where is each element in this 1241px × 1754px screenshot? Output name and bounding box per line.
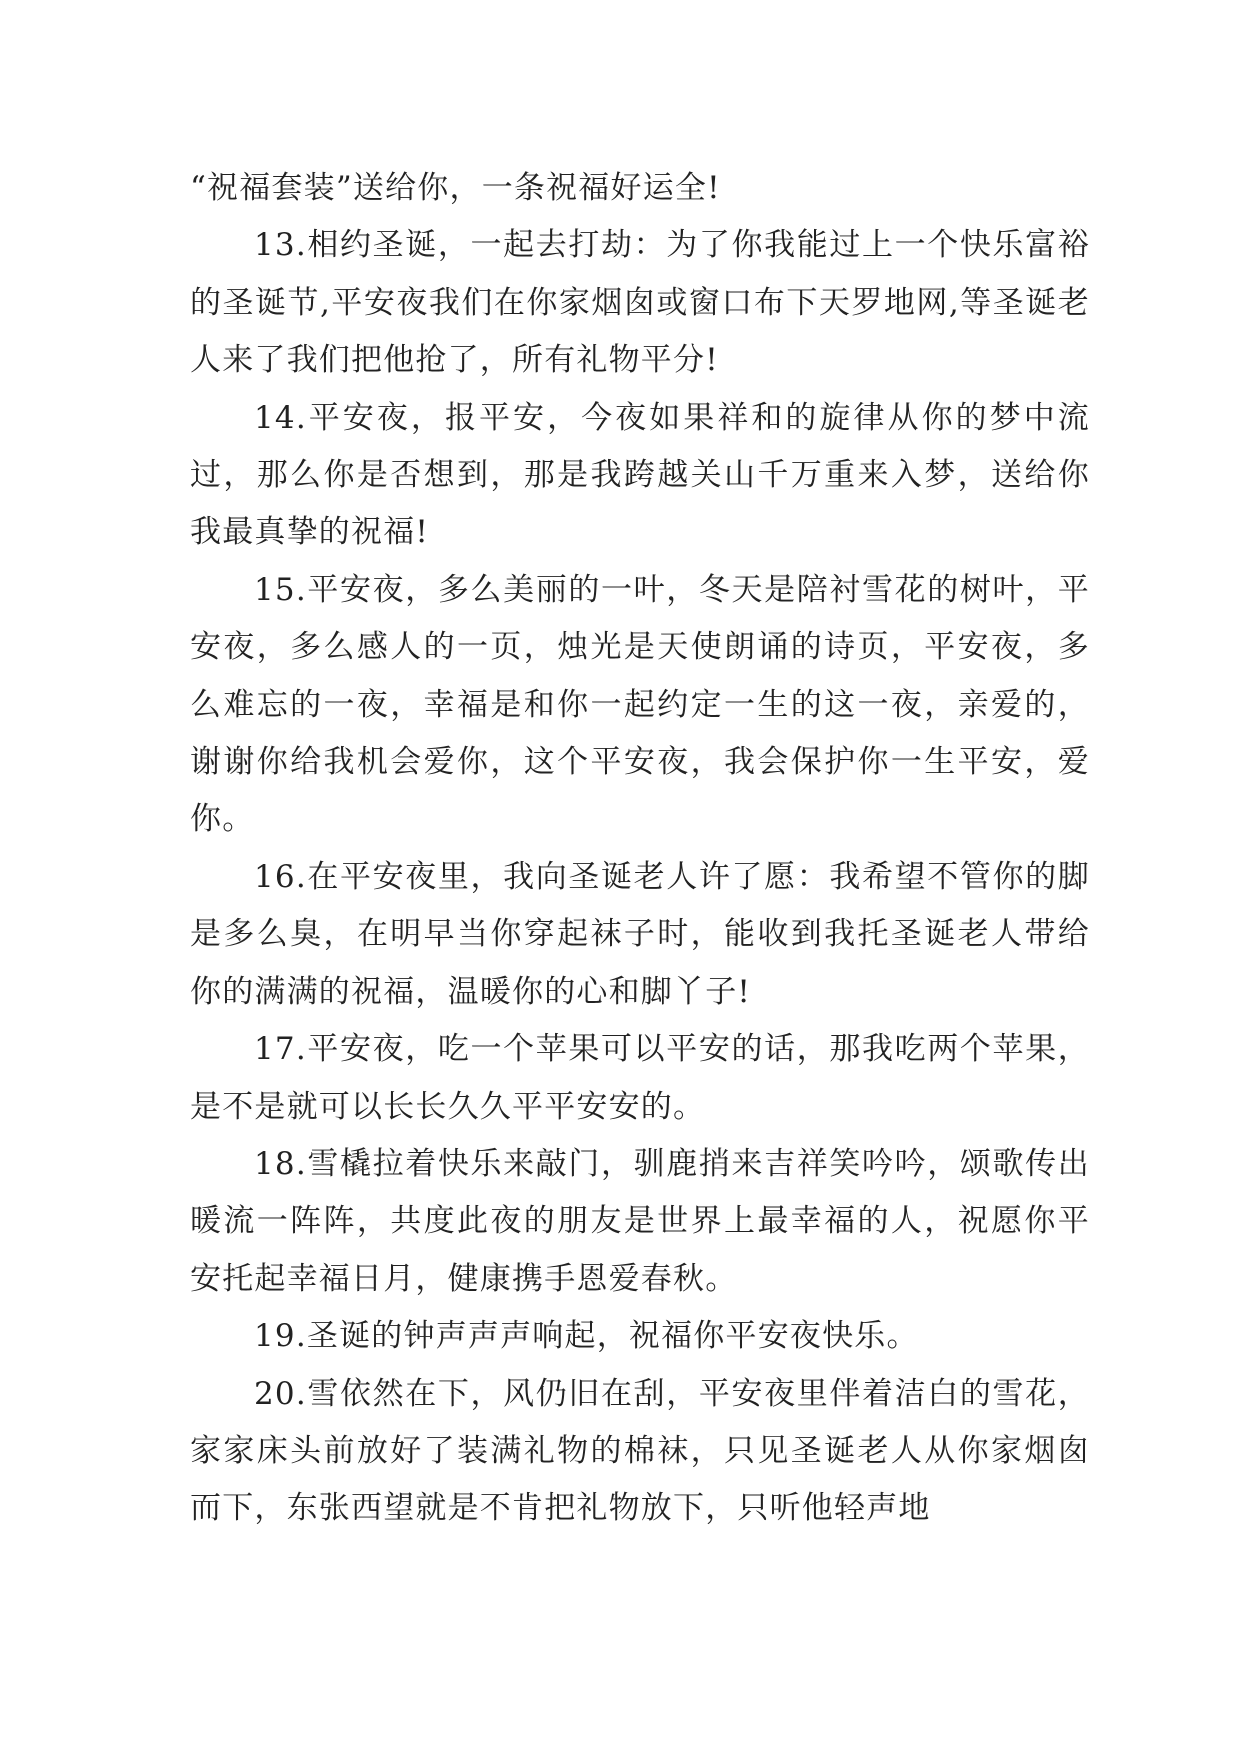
paragraph-13: 13.相约圣诞，一起去打劫：为了你我能过上一个快乐富裕的圣诞节,平安夜我们在你家烟囱或窗口布下天罗地网,等圣诞老人来了我们把他抢了，所有礼物平分! [190, 227, 1090, 379]
paragraph-19: 19.圣诞的钟声声声响起，祝福你平安夜快乐。 [254, 1318, 919, 1355]
paragraph-18: 18.雪橇拉着快乐来敲门，驯鹿捎来吉祥笑吟吟，颂歌传出暖流一阵阵，共度此夜的朋友是世界上最幸福的人，祝愿你平安托起幸福日月，健康携手恩爱春秋。 [190, 1145, 1090, 1297]
paragraph-0: “祝福套装”送给你，一条祝福好运全! [190, 170, 721, 206]
paragraph-14: 14.平安夜，报平安，今夜如果祥和的旋律从你的梦中流过，那么你是否想到，那是我跨越关山千万重来入梦，送给你我最真挚的祝福! [190, 399, 1090, 551]
paragraph-17: 17.平安夜，吃一个苹果可以平安的话，那我吃两个苹果，是不是就可以长长久久平平安安的。 [190, 1031, 1090, 1125]
paragraph-20: 20.雪依然在下，风仍旧在刮，平安夜里伴着洁白的雪花，家家床头前放好了装满礼物的棉袜，只见圣诞老人从你家烟囱而下，东张西望就是不肯把礼物放下，只听他轻声地 [190, 1375, 1090, 1527]
document-body [190, 160, 1090, 1538]
paragraph-15: 15.平安夜，多么美丽的一叶，冬天是陪衬雪花的树叶，平安夜，多么感人的一页，烛光是天使朗诵的诗页，平安夜，多么难忘的一夜，幸福是和你一起约定一生的这一夜，亲爱的，谢谢你给我机会爱你，这个平安夜，我会保护你一生平安，爱你。 [190, 571, 1090, 838]
paragraph-16: 16.在平安夜里，我向圣诞老人许了愿：我希望不管你的脚是多么臭，在明早当你穿起袜子时，能收到我托圣诞老人带给你的满满的祝福，温暖你的心和脚丫子! [190, 858, 1090, 1010]
